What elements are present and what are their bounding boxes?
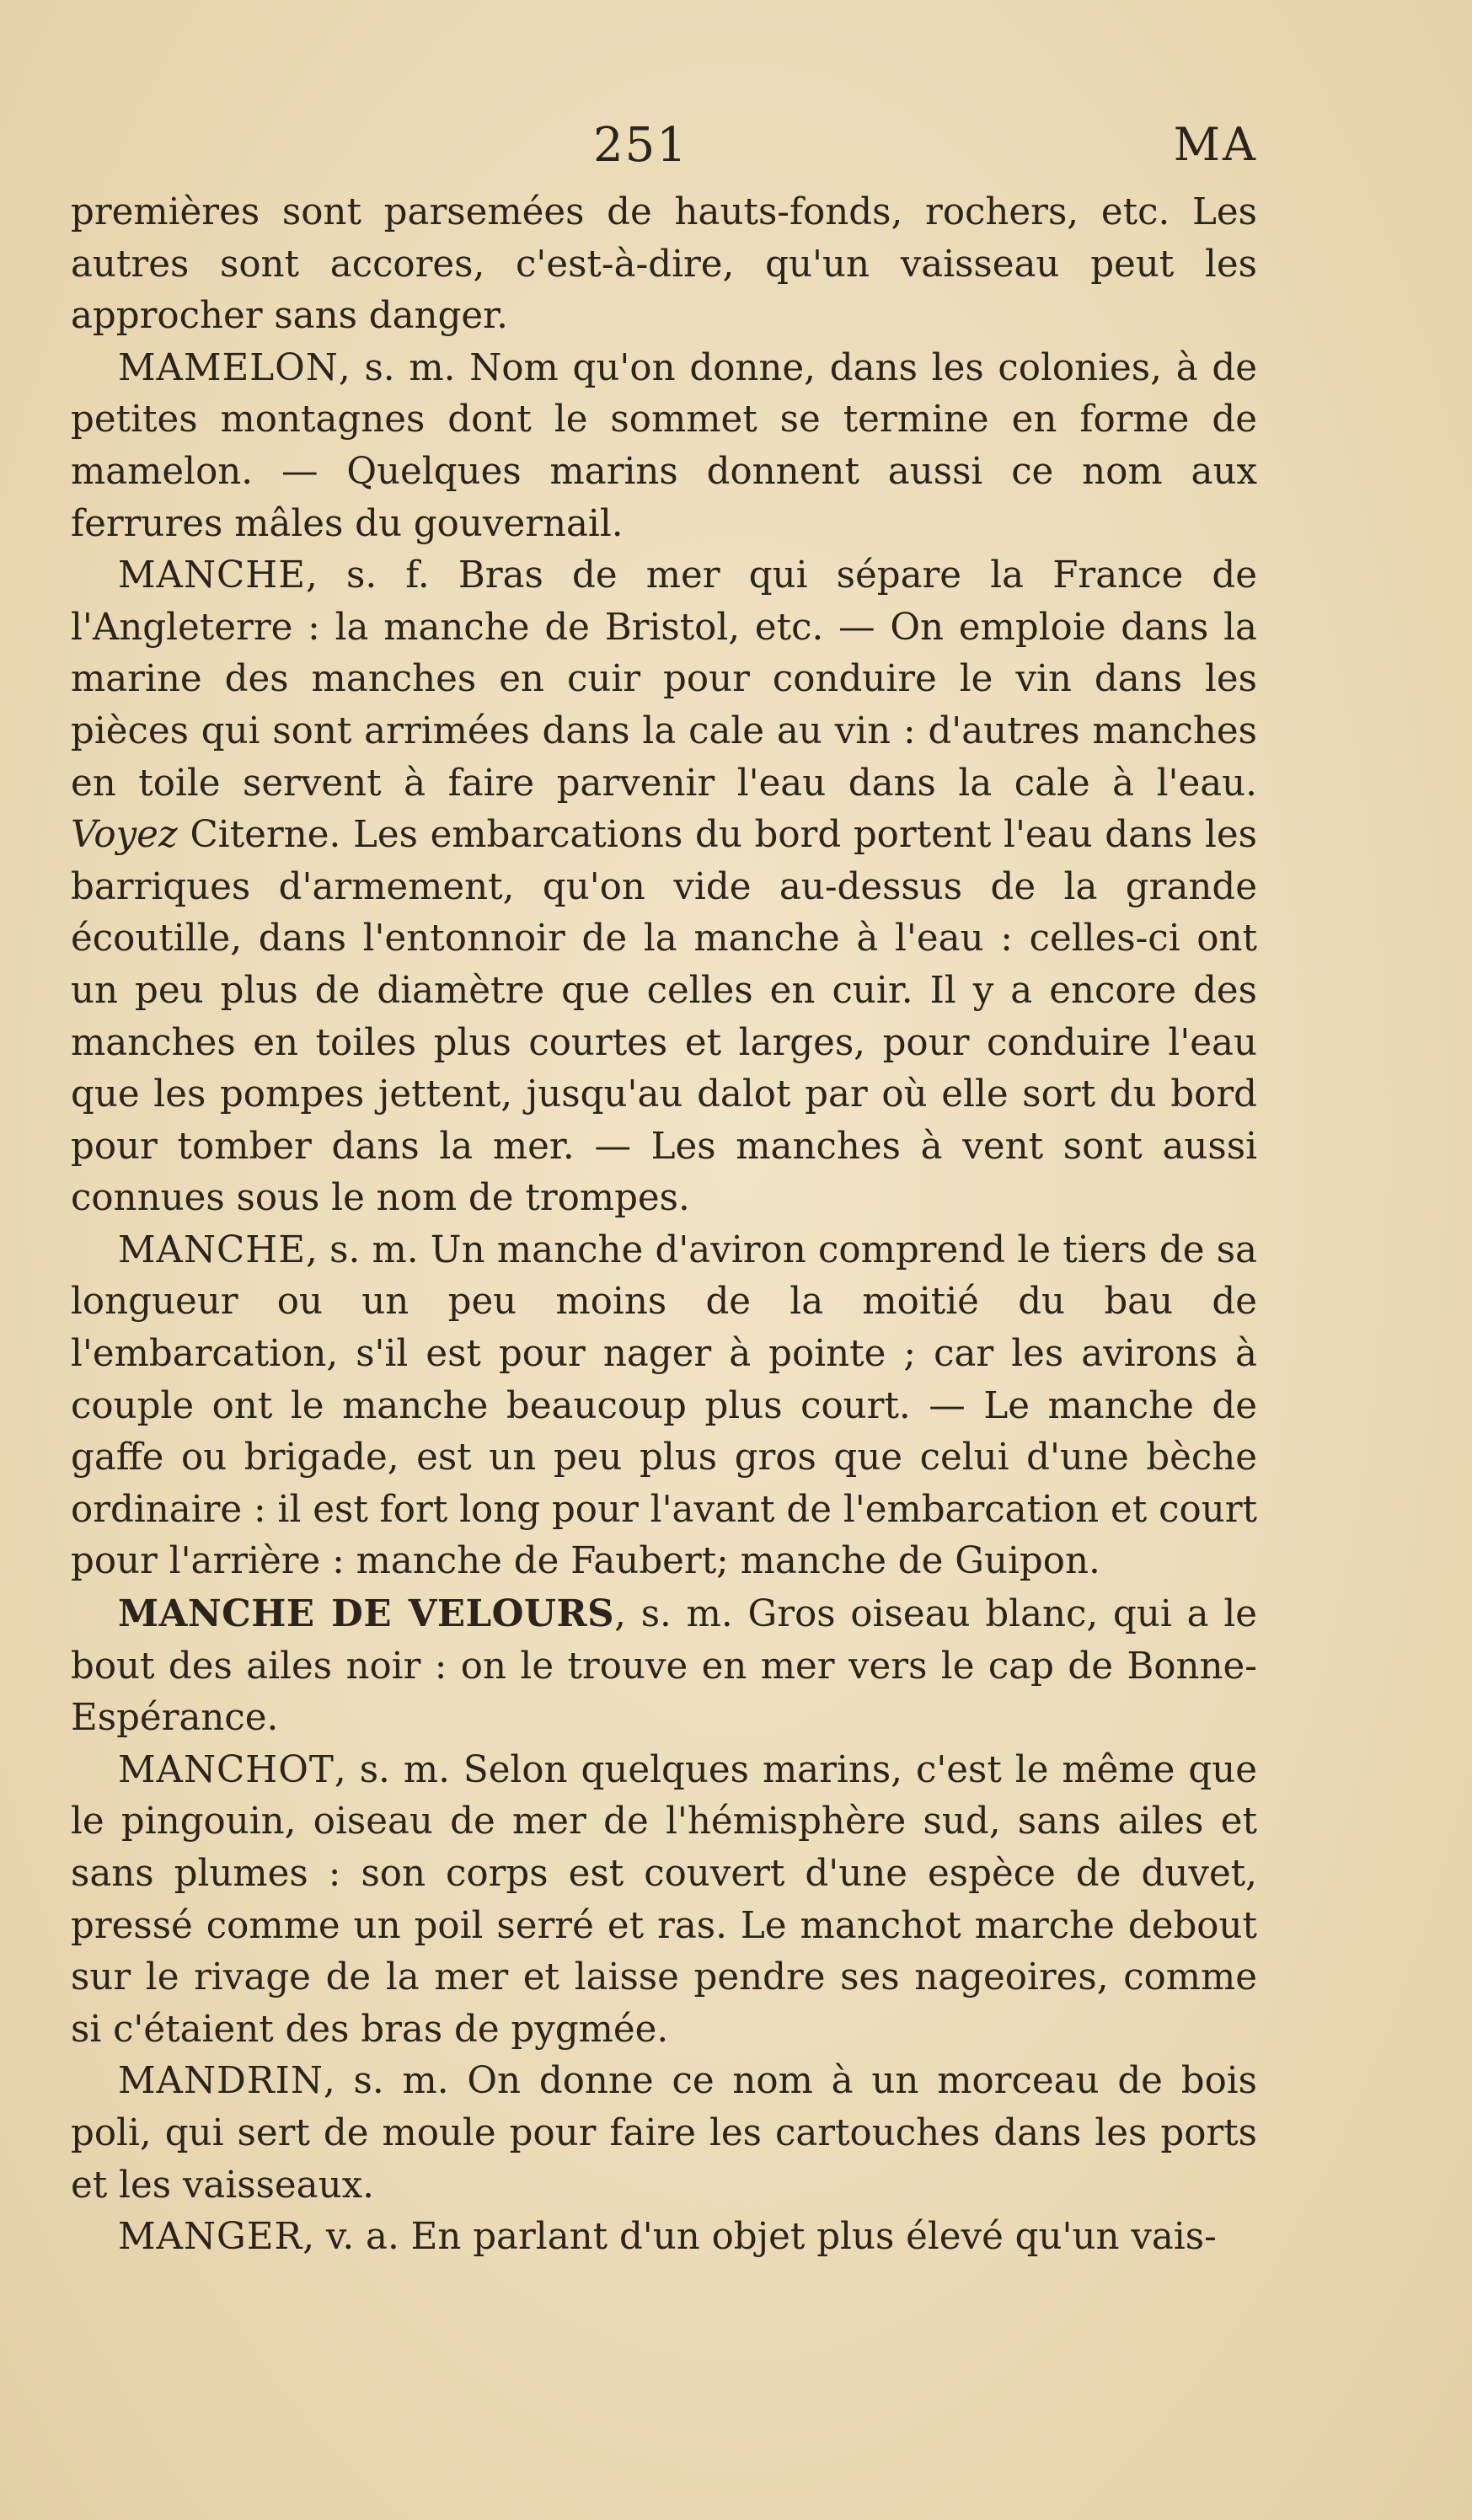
entry-text: premières sont parsemées de hauts-fonds, rochers, etc. Les autres sont accores, c'est-à-dire, qu'un vaisseau peut les approcher sans danger.: [71, 191, 1257, 338]
entry-grammar: , s. m.: [334, 1748, 450, 1791]
entry-grammar: , s. m.: [614, 1593, 733, 1636]
entry-term: MANDRIN: [118, 2060, 324, 2103]
entry-continuation: [71, 187, 1257, 343]
running-head: MA: [1173, 118, 1258, 171]
entry-cross-reference: Voyez: [71, 814, 178, 857]
entry-text: En parlant d'un objet plus élevé qu'un vais-: [399, 2216, 1217, 2259]
entry-text: Selon quelques marins, c'est le même que le pingouin, oiseau de mer de l'hémisphère sud, sans ailes et sans plumes : son corps est couvert d'une espèce de duvet, pressé comme un poil serré et ras. Le manchot marche debout sur le rivage de la mer et laisse pendre ses nageoires, comme si c'étaient des bras de pygmée.: [71, 1748, 1257, 2051]
entry-manchot: [71, 1745, 1257, 2057]
entry-text: Bras de mer qui sépare la France de l'Angleterre : la manche de Bristol, etc. — On emploie dans la marine des manches en cuir pour conduire le vin dans les pièces qui sont arrimées dans la cale au vin : d'autres manches en toile servent à faire parvenir l'eau dans la cale à l'eau.: [71, 554, 1258, 805]
entry-text-continued: Citerne. Les embarcations du bord portent l'eau dans les barriques d'armement, qu'on vide au-dessus de la grande écoutille, dans l'entonnoir de la manche à l'eau : celles-ci ont un peu plus de diamètre que celles en cuir. Il y a encore des manches en toiles plus courtes et larges, pour conduire l'eau que les pompes jettent, jusqu'au dalot par où elle sort du bord pour tomber dans la mer. — Les manches à vent sont aussi connues sous le nom de trompes.: [71, 814, 1257, 1220]
entry-manche-f: [71, 550, 1257, 1225]
entry-grammar: , s. m.: [338, 346, 456, 389]
entry-grammar: , s. m.: [323, 2060, 449, 2103]
entry-text: On donne ce nom à un morceau de bois poli, qui sert de moule pour faire les cartouches dans les ports et les vaisseaux.: [71, 2060, 1257, 2207]
page-header: [0, 118, 1472, 185]
entry-manger: [71, 2212, 1257, 2264]
entry-mamelon: [71, 343, 1257, 550]
entry-term: MANCHE DE VELOURS: [118, 1592, 615, 1636]
entry-term: MANCHE: [118, 1228, 306, 1271]
entry-grammar: , v. a.: [302, 2216, 399, 2259]
entry-term: MANCHE: [118, 554, 306, 597]
entry-manche-de-velours: [71, 1588, 1257, 1745]
entry-text: Gros oiseau blanc, qui a le bout des ailes noir : on le trouve en mer vers le cap de Bonne-Espérance.: [71, 1593, 1257, 1740]
entry-grammar: , s. m.: [306, 1228, 419, 1271]
page-number: 251: [593, 118, 688, 173]
entry-grammar: , s. f.: [306, 554, 430, 597]
body-text: [71, 187, 1257, 2264]
entry-term: MAMELON: [118, 346, 339, 389]
entry-manche-m: [71, 1225, 1257, 1588]
entry-text: Un manche d'aviron comprend le tiers de sa longueur ou un peu moins de la moitié du bau de l'embarcation, s'il est pour nager à pointe ; car les avirons à couple ont le manche beaucoup plus court. — Le manche de gaffe ou brigade, est un peu plus gros que celui d'une bèche ordinaire : il est fort long pour l'avant de l'embarcation et court pour l'arrière : manche de Faubert; manche de Guipon.: [71, 1228, 1257, 1583]
entry-term: MANGER: [118, 2216, 303, 2259]
entry-term: MANCHOT: [118, 1748, 335, 1791]
entry-text: Nom qu'on donne, dans les colonies, à de petites montagnes dont le sommet se termine en forme de mamelon. — Quelques marins donnent aussi ce nom aux ferrures mâles du gouvernail.: [71, 346, 1257, 545]
entry-mandrin: [71, 2056, 1257, 2212]
